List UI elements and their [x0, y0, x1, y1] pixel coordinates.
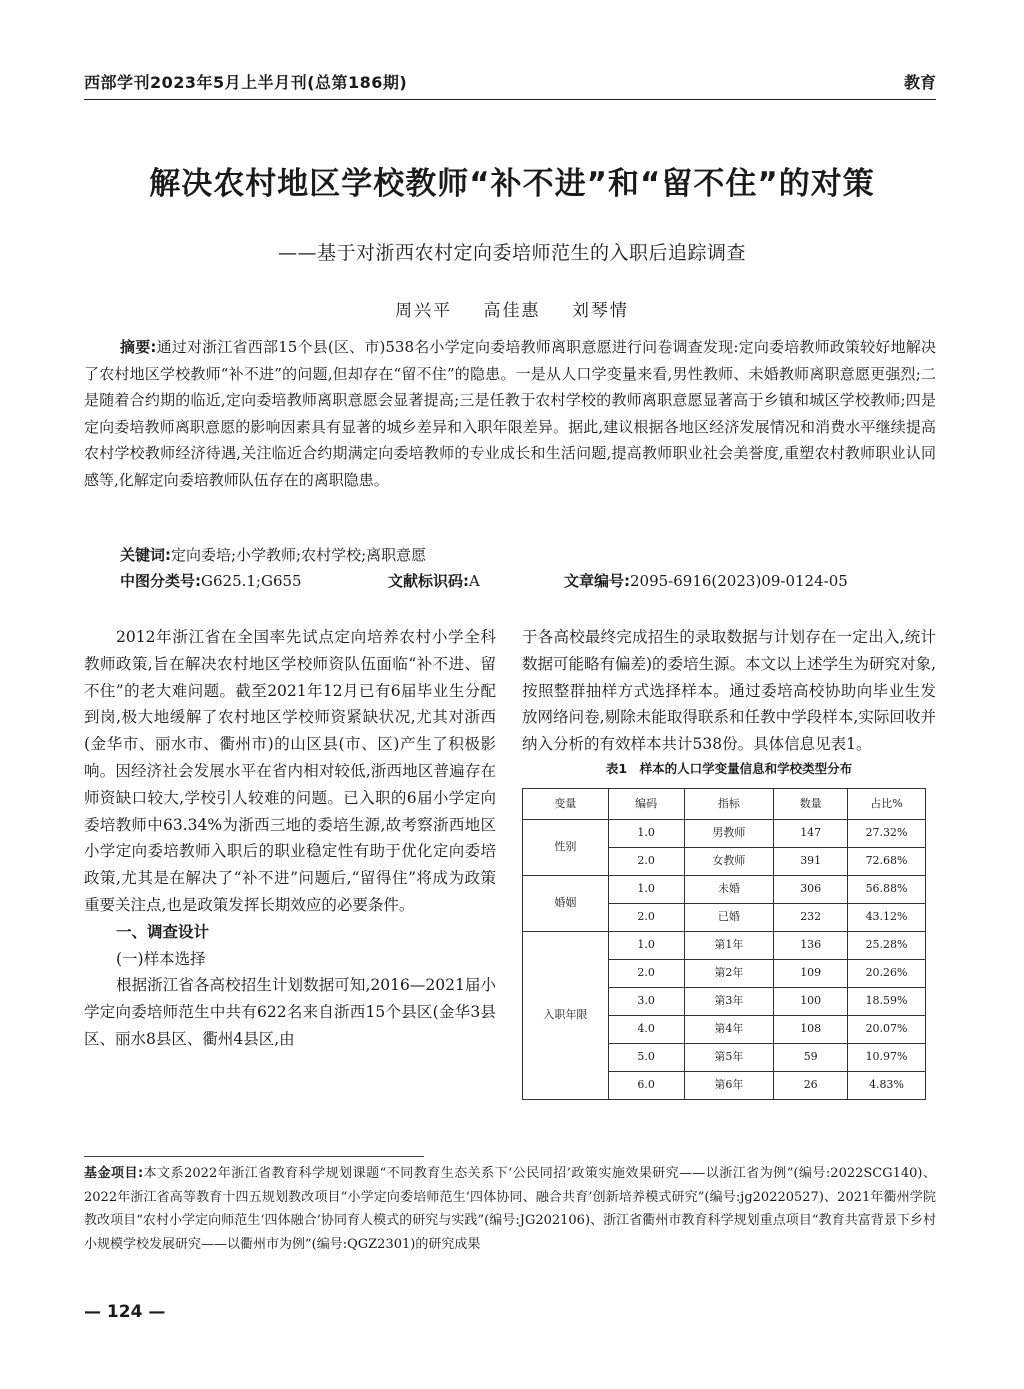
label-cell: 第1年	[684, 931, 774, 959]
keywords-text: 定向委培;小学教师;农村学校;离职意愿	[171, 546, 427, 564]
code-cell: 1.0	[608, 931, 684, 959]
pct-cell: 20.07%	[848, 1015, 926, 1043]
clc-value: G625.1;G655	[201, 572, 302, 590]
body-column-right	[522, 624, 936, 1100]
article-subtitle: ——基于对浙西农村定向委培师范生的入职后追踪调查	[277, 242, 746, 264]
code-cell: 2.0	[608, 847, 684, 875]
column-header: 数量	[774, 788, 848, 819]
section-name: 教育	[903, 73, 936, 92]
column-header: 变量	[523, 788, 609, 819]
table-caption: 表1 样本的人口学变量信息和学校类型分布	[605, 760, 853, 776]
article-label: 文章编号:	[564, 572, 630, 590]
section-heading: 一、调查设计	[116, 922, 210, 941]
count-cell: 26	[774, 1071, 848, 1099]
subsection-heading: (一)样本选择	[116, 949, 206, 968]
label-cell: 男教师	[684, 819, 774, 847]
pct-cell: 72.68%	[848, 847, 926, 875]
keywords-label: 关键词:	[120, 546, 171, 564]
code-cell: 4.0	[608, 1015, 684, 1043]
label-cell: 第5年	[684, 1043, 774, 1071]
code-cell: 1.0	[608, 819, 684, 847]
group-cell: 性别	[523, 819, 609, 875]
abstract	[84, 334, 936, 493]
page-number: — 124 —	[84, 1302, 166, 1322]
footnote-label: 基金项目:	[84, 1166, 144, 1181]
pct-cell: 27.32%	[848, 819, 926, 847]
count-cell: 147	[774, 819, 848, 847]
code-cell: 3.0	[608, 987, 684, 1015]
table-row	[523, 819, 926, 847]
clc-label: 中图分类号:	[120, 572, 201, 590]
label-cell: 第2年	[684, 959, 774, 987]
pct-cell: 10.97%	[848, 1043, 926, 1071]
column-header: 指标	[684, 788, 774, 819]
code-cell: 6.0	[608, 1071, 684, 1099]
keywords	[120, 544, 426, 565]
code-cell: 1.0	[608, 875, 684, 903]
author: 刘琴情	[571, 301, 629, 321]
count-cell: 100	[774, 987, 848, 1015]
count-cell: 306	[774, 875, 848, 903]
count-cell: 59	[774, 1043, 848, 1071]
table-row	[523, 875, 926, 903]
body-column-left	[84, 624, 496, 1053]
author-list	[0, 296, 1024, 321]
paragraph: 根据浙江省各高校招生计划数据可知,2016—2021届小学定向委培师范生中共有622名来自浙西15个县区(金华3县区、丽水8县区、衢州4县区,由	[84, 976, 496, 1048]
doc-label: 文献标识码:	[388, 572, 469, 590]
label-cell: 第6年	[684, 1071, 774, 1099]
pct-cell: 20.26%	[848, 959, 926, 987]
count-cell: 108	[774, 1015, 848, 1043]
author: 高佳惠	[483, 301, 541, 321]
author: 周兴平	[395, 301, 453, 321]
label-cell: 未婚	[684, 875, 774, 903]
count-cell: 232	[774, 903, 848, 931]
header-rule	[84, 99, 936, 100]
abstract-text: 通过对浙江省西部15个县(区、市)538名小学定向委培教师离职意愿进行问卷调查发现:定向委培教师政策较好地解决了农村地区学校教师“补不进”的问题,但却存在“留不住”的隐患。一是从人口学变量来看,男性教师、未婚教师离职意愿更强烈;二是随着合约期的临近,定向委培教师离职意愿会显著提高;三是任教于农村学校的教师离职意愿显著高于乡镇和城区学校教师;四是定向委培教师离职意愿的影响因素具有显著的城乡差异和入职年限差异。据此,建议根据各地区经济发展情况和消费水平继续提高农村学校教师经济待遇,关注临近合约期满定向委培教师的专业成长和生活问题,提高教师职业社会美誉度,重塑农村教师职业认同感等,化解定向委培教师队伍存在的离职隐患。	[84, 338, 937, 489]
funding-footnote	[84, 1162, 936, 1256]
abstract-label: 摘要:	[120, 338, 157, 356]
table-header-row	[523, 788, 926, 819]
code-cell: 2.0	[608, 959, 684, 987]
label-cell: 女教师	[684, 847, 774, 875]
article-value: 2095-6916(2023)09-0124-05	[630, 572, 848, 590]
clc-code	[120, 570, 302, 591]
doc-code	[388, 570, 480, 591]
pct-cell: 56.88%	[848, 875, 926, 903]
journal-issue: 西部学刊2023年5月上半月刊(总第186期)	[84, 73, 408, 92]
pct-cell: 25.28%	[848, 931, 926, 959]
count-cell: 136	[774, 931, 848, 959]
table-row	[523, 931, 926, 959]
data-table	[522, 788, 926, 1100]
paragraph: 于各高校最终完成招生的录取数据与计划存在一定出入,统计数据可能略有偏差)的委培生源。本文以上述学生为研究对象,按照整群抽样方式选择样本。通过委培高校协助向毕业生发放网络问卷,剔除未能取得联系和任教中学段样本,实际回收并纳入分析的有效样本共计538份。具体信息见表1。	[522, 628, 936, 754]
count-cell: 391	[774, 847, 848, 875]
pct-cell: 4.83%	[848, 1071, 926, 1099]
count-cell: 109	[774, 959, 848, 987]
pct-cell: 18.59%	[848, 987, 926, 1015]
label-cell: 已婚	[684, 903, 774, 931]
footnote-text: 本文系2022年浙江省教育科学规划课题“不同教育生态关系下‘公民同招’政策实施效果研究——以浙江省为例”(编号:2022SCG140)、2022年浙江省高等教育十四五规划教改项目“小学定向委培师范生‘四体协同、融合共育’创新培养模式研究”(编号:jg20220527)、2021年衢州学院教改项目“农村小学定向师范生‘四体融合’协同育人模式的研究与实践”(编号:JG202106)、浙江省衢州市教育科学规划重点项目“教育共富背景下乡村小规模学校发展研究——以衢州市为例”(编号:QGZ2301)的研究成果	[84, 1166, 936, 1252]
classification-line	[120, 570, 920, 594]
code-cell: 5.0	[608, 1043, 684, 1071]
column-header: 占比%	[848, 788, 926, 819]
article-title: 解决农村地区学校教师“补不进”和“留不住”的对策	[149, 166, 875, 202]
pct-cell: 43.12%	[848, 903, 926, 931]
code-cell: 2.0	[608, 903, 684, 931]
running-header	[84, 70, 936, 98]
doc-value: A	[469, 572, 480, 590]
column-header: 编码	[608, 788, 684, 819]
article-code	[564, 570, 848, 591]
paragraph: 2012年浙江省在全国率先试点定向培养农村小学全科教师政策,旨在解决农村地区学校师资队伍面临“补不进、留不住”的老大难问题。截至2021年12月已有6届毕业生分配到岗,极大地缓解了农村地区学校师资紧缺状况,尤其对浙西(金华市、丽水市、衢州市)的山区县(市、区)产生了积极影响。因经济社会发展水平在省内相对较低,浙西地区普遍存在师资缺口较大,学校引人较难的问题。已入职的6届小学定向委培教师中63.34%为浙西三地的委培生源,故考察浙西地区小学定向委培教师入职后的职业稳定性有助于优化定向委培政策,尤其是在解决了“补不进”问题后,“留得住”将成为政策重要关注点,也是政策发挥长期效应的必要条件。	[84, 628, 496, 914]
group-cell: 入职年限	[523, 931, 609, 1099]
footnote-rule	[84, 1156, 424, 1157]
label-cell: 第4年	[684, 1015, 774, 1043]
label-cell: 第3年	[684, 987, 774, 1015]
group-cell: 婚姻	[523, 875, 609, 931]
